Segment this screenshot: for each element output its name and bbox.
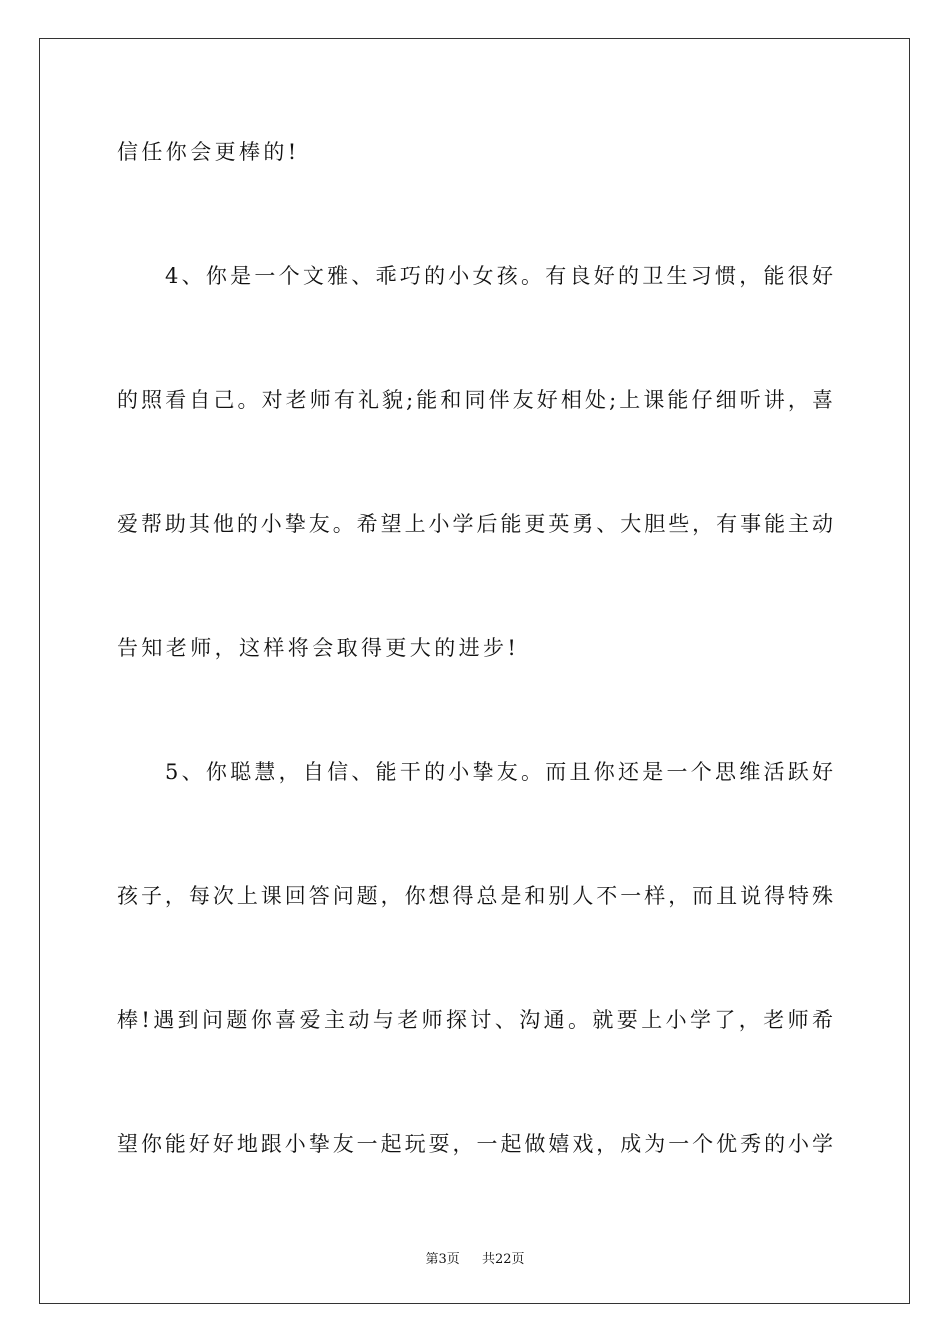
text-line-6-content: 5、你聪慧，自信、能干的小挚友。而且你还是一个思维活跃好	[165, 760, 833, 784]
page-footer	[0, 1248, 950, 1267]
text-line-9: 望你能好好地跟小挚友一起玩耍，一起做嬉戏，成为一个优秀的小学	[117, 1132, 833, 1156]
text-line-3: 的照看自己。对老师有礼貌;能和同伴友好相处;上课能仔细听讲，喜	[117, 388, 833, 412]
text-line-8: 棒!遇到问题你喜爱主动与老师探讨、沟通。就要上小学了，老师希	[117, 1008, 833, 1032]
text-line-5: 告知老师，这样将会取得更大的进步!	[117, 636, 520, 660]
text-line-2-content: 4、你是一个文雅、乖巧的小女孩。有良好的卫生习惯，能很好	[165, 264, 833, 288]
page-border	[39, 38, 910, 1304]
page-total: 共22页	[482, 1252, 525, 1267]
text-line-7: 孩子，每次上课回答问题，你想得总是和别人不一样，而且说得特殊	[117, 884, 833, 908]
page-number: 第3页	[425, 1252, 460, 1267]
text-line-4: 爱帮助其他的小挚友。希望上小学后能更英勇、大胆些，有事能主动	[117, 512, 833, 536]
text-line-6	[117, 758, 833, 786]
text-line-2	[117, 262, 833, 290]
text-line-1: 信任你会更棒的!	[117, 140, 300, 164]
